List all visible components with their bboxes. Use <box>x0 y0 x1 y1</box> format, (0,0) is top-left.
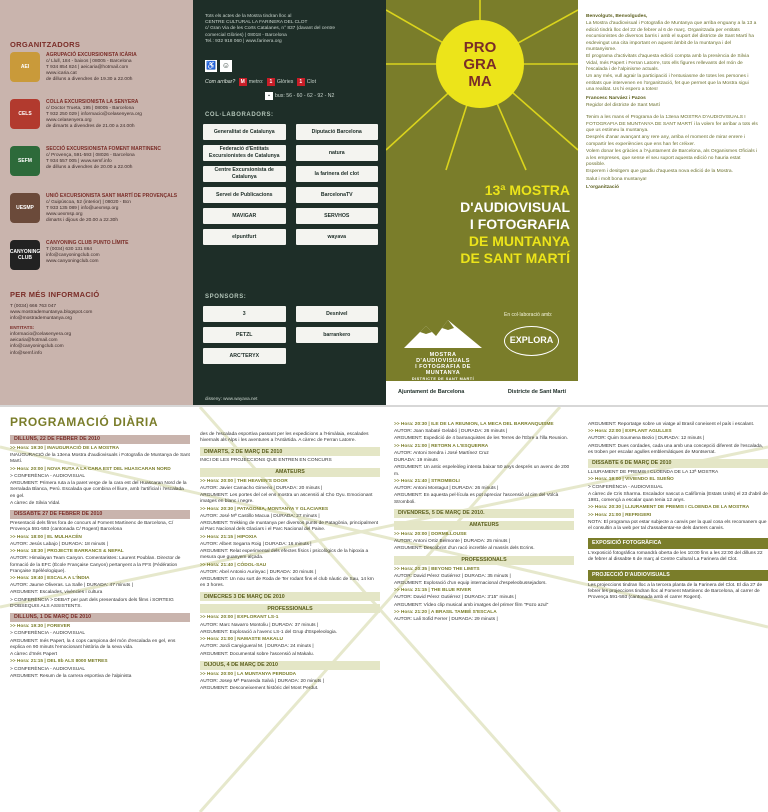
organizer-logo: CELS <box>10 99 40 129</box>
event-text: Presentació dels films fora de concurs al Foment Martinenc de Barcelona, C/ Provença 591-593 (cantonada C/ Rogent) Barcelona <box>10 521 174 533</box>
program-column-4 <box>588 422 768 602</box>
event-title: >> Hora: 19:00 | VIVIENDO EL SUEÑO <box>588 477 674 483</box>
programa-badge <box>436 20 524 108</box>
title-line: I FOTOGRAFIA <box>469 216 570 232</box>
event-title: >> Hora: 20:00 | THE HEAVEN'S DOOR <box>200 478 288 484</box>
sponsor-logo: 3 <box>203 306 286 322</box>
organizers-panel <box>0 0 193 405</box>
event-text: ARGUMENT: Dues cordades, cada una amb una concepció diferent de l'escalada, es troben per escalar agulles emblemàtiques de Montserrat. <box>588 443 764 455</box>
how-to-arrive-label: Com arribar? <box>205 79 236 85</box>
districte-logo: Districte de Sant Martí <box>507 389 566 396</box>
organizer-line: de dimarts a divendres de 21.00 a 24.00h <box>46 124 135 130</box>
metro-icon: M <box>240 79 245 85</box>
collaborator-logo: Servei de Publicacions <box>203 187 286 203</box>
event-text: NOTA: El programa pot estar subjecte a canvis per la qual cosa els recomanem que el consultin a la web per tal d'assabentar-se dels darrers canvis. <box>588 519 767 532</box>
event-text: ARGUMENT: Inés Papert, la 4 cops campiona del món d'escalada en gel, ens explica en 90 minuts l'emocionant història de la seva vida. <box>10 638 176 650</box>
paragraph: La Mostra d'audiovisual i Fotografia de Muntanya que arriba enguany a la 13 a edició tindrà lloc del 22 de febrer al 6 de març. Organitzada per entitats excursionistes de diversos barris i amb el suport del districte de Sant Martí ha esdevingut una cita important en aquest àmbit de la muntanya i del muntanyisme. <box>586 21 757 52</box>
organizer-entry <box>10 193 188 227</box>
day-header: DIVENDRES, 5 DE MARÇ DE 2010. <box>394 509 574 518</box>
event-title: >> Hora: 21:00 | RETORN A L'ESQUERRA <box>394 443 489 449</box>
event-title: >> Hora: 19:40 | ESCALA A L'ÍNDIA <box>10 575 90 581</box>
organizers-title: ORGANITZADORS <box>10 40 81 49</box>
program-column-1 <box>10 432 190 681</box>
venue-info <box>205 14 378 45</box>
organizer-line: de dilluns a divendres de 20.00 a 22.00h <box>46 164 133 170</box>
paragraph: Tenim a les mans el Programa de la 13ena MOSTRA D'AUDIOVISUALS I FOTOGRAFIA DE MUNTANYA DE SANT MARTÍ i la volem fer arribar a tots els que us estimeu la muntanya. <box>586 115 758 133</box>
entitat-email[interactable]: info@semf.info <box>10 350 43 356</box>
category-header: AMATEURS <box>394 521 574 530</box>
organizer-logo: UESMP <box>10 193 40 223</box>
event-text: AUTOR: Lali Sofid Ferrer | DURADA: 29 minuts | <box>394 617 498 623</box>
logo-line: MUNTANYA <box>425 370 461 376</box>
organizer-line: T 934 854 824 | aeicaria@hotmail.com <box>46 64 129 70</box>
organizer-text <box>46 146 188 171</box>
sponsors-panel <box>193 0 386 405</box>
day-header: DIJOUS, 4 DE MARÇ DE 2010 <box>200 661 380 670</box>
venue-line: Tel.: 932 918 060 | www.farinera.org <box>205 38 282 44</box>
bus-icon: ▪ <box>265 92 273 100</box>
event-text: AUTOR: David Pérez Gutiérrez | DURADA: 35 minuts | <box>394 573 511 579</box>
category-header: PROFESSIONALS <box>200 604 380 613</box>
entitat-email[interactable]: aeicaria@hotmail.com <box>10 338 58 344</box>
metro-stop: Glòries <box>276 79 294 85</box>
sponsor-logo: barrankero <box>296 327 379 343</box>
event-text: AUTOR: Joan Sabaté Gelabó | DURADA: 26 minuts | <box>394 429 508 435</box>
organizer-name: AGRUPACIÓ EXCURSIONISTA ICÀRIA <box>46 52 137 58</box>
collaborator-logo: BarcelonaTV <box>296 187 379 203</box>
event-text: des de l'escalada esportiva passant per les expedicions a l'Himàlaia, escalades hivernals als Alps i les aventures a l'Antàrtida. A càrrec de Ferran Latorre. <box>200 432 369 444</box>
event-text: AUTOR: Albert Segarra Roig | DURADA: 16 minuts | <box>200 541 312 547</box>
entitat-email[interactable]: informacio@celasenyera.org <box>10 331 72 337</box>
day-header: DISSABTE 6 DE MARÇ DE 2010 <box>588 459 768 468</box>
event-text: AUTOR: Javier Camacho Gimeno | DURADA: 20 minuts | <box>200 485 323 491</box>
event-text: AUTOR: Antoni Sendra i José Martínez Cruz <box>394 450 489 456</box>
entitats-label: ENTITATS: <box>10 325 35 331</box>
organizer-line: c/ Guipúscoa, 52 (interior) | 08020 - Bcn <box>46 199 131 205</box>
sponsor-logos <box>203 306 378 364</box>
paragraph: El programa d'activitats d'aquesta edició compta amb la presència de Silvia Vidal, Inés Papert i Ferran Latorre, tots ells figures rellevants del món de l'escalada i de l'alpinisme actuals. <box>586 54 750 72</box>
metro-label: metro: <box>248 79 264 85</box>
event-text: AUTOR: Marc Navarro Montoliu | DURADA: 37 minuts | <box>200 622 319 628</box>
day-header: DIMARTS, 2 DE MARÇ DE 2010 <box>200 447 380 456</box>
event-title: >> Hora: 18:00 | EL MULHACÉN <box>10 534 82 540</box>
organizer-line: dimarts i dijous de 20.00 a 22.30h <box>46 218 119 224</box>
program-title: PROGRAMACIÓ DIÀRIA <box>10 415 159 429</box>
organizer-entry <box>10 146 188 180</box>
mostra-logo-text <box>400 352 486 382</box>
event-text: > CONFERÈNCIA - AUDIOVISUAL <box>588 484 664 490</box>
organizer-line: c/ Provença, 591-593 | 08026 - Barcelona <box>46 152 135 158</box>
exhibition-text: L'exposició fotogràfica romandrà oberta de les 10:00 fins a les 22:00 del dilluns 22 de febrer al dissabte 6 de març al Centre Cultural La Farinera del Clot. <box>588 551 763 563</box>
signature-org: L'organització <box>586 185 619 190</box>
event-text: A càrrec de Silvia Vidal. <box>10 500 61 506</box>
organizer-line: www.uexmsp.org <box>46 211 83 217</box>
explora-logo: EXPLORA <box>504 326 559 356</box>
logo-line: DISTRICTE DE SANT MARTÍ <box>411 377 475 381</box>
paragraph: Un any més, vull agrair la participació i l'entusiasme de totes les persones i entitats que intervenen en l'organització, fet que permet que la Mostra sigui una realitat. Us hi espero a totes! <box>586 74 749 93</box>
bus-row <box>263 92 334 100</box>
event-text: > CONFERÈNCIA - AUDIOVISUAL <box>10 666 86 672</box>
organizer-text <box>46 99 188 130</box>
event-text: AUTOR: Jesús Labajo | DURADA: 18 minuts | <box>10 541 108 547</box>
venue-line: c/ Gran Via de les Corts Catalanes, n° 837 (davant del centre <box>205 26 336 32</box>
event-text: ARGUMENT: Reportatge sobre un viatge al Brasil coneixent el país i escalant. <box>588 422 755 427</box>
event-text: DURADA: 19 minuts <box>394 458 438 464</box>
event-title: >> Hora: 20:00 | NOVA RUTA A LA CARA EST DEL HUASCARAN NORD <box>10 466 171 472</box>
info-email[interactable]: info@mostrademuntanya.org <box>10 316 72 322</box>
logo-line: MOSTRA <box>429 352 457 358</box>
event-text: ARGUMENT: Trekking de muntanya per diversos punts de Patagònia, principalment al Parc Nacional dels Glaciars i el Parc Nacional del Paine. <box>200 521 379 533</box>
collaborator-logo: la farinera del clot <box>296 166 379 182</box>
transport-row <box>205 78 316 86</box>
event-title: >> Hora: 20:30 | ILE DE LA REUNION, LA MECA DEL BARRANQUISME <box>394 422 554 427</box>
category-header: PROFESSIONALS <box>394 556 574 565</box>
event-title: >> Hora: 19:30 | INAUGURACIÓ DE LA MOSTRA <box>10 446 120 451</box>
program-column-3 <box>394 422 574 624</box>
projection-header: PROJECCIÓ D'AUDIOVISUALS <box>588 570 768 581</box>
welcome-letter <box>578 0 768 405</box>
event-text: INAUGURACIÓ de la 13ena Mostra d'audiovisuals i Fotografia de Muntanya de Sant Martí. <box>10 453 190 465</box>
event-text: ARGUMENT: Vídeo clip musical amb imatges del primer film "Pozo azul" <box>394 602 549 608</box>
event-text: ARGUMENT: Un antic espeleòleg intenta baixar 50 anys després un avenc de 200 m. <box>394 465 570 477</box>
venue-line: CENTRE CULTURAL LA FARINERA DEL CLOT <box>205 20 308 26</box>
day-header: DIMECRES 3 DE MARÇ DE 2010 <box>200 592 380 601</box>
accessibility-icon: ☺ <box>221 61 231 70</box>
event-title: >> Hora: 20:35 | BEYOND THE LIMITS <box>394 566 480 572</box>
paragraph: Després d'anar avançant any rere any, arriba el moment de mirar enrere i compartir les experiències que ens han fet créixer. <box>586 135 746 147</box>
event-text: A càrrec de Cris Sharma. Escalador nascut a Califòrnia (Estats Units) el 23 d'abril de 1981, començà a escalar quan tenia 12 anys. <box>588 491 768 504</box>
collaborator-logo: Federació d'Entitats Excursionistes de Catalunya <box>203 145 286 161</box>
event-title: >> Hora: 21:15 | THE BLUE RIVER <box>394 588 472 594</box>
organizer-line: T 932 250 029 | informacio@celasenyera.org <box>46 111 142 117</box>
signature-name: Francesc Narváez i Pazos <box>586 95 646 101</box>
event-title: >> Hora: 19:30 | FOREVER <box>10 624 71 630</box>
event-text: AUTOR: Antoni Montagut | DURADA: 26 minuts | <box>394 486 499 492</box>
info-block <box>10 304 185 357</box>
greeting: Benvolguts, Benvolgudes, <box>586 14 648 19</box>
event-title: >> Hora: 21:15 | DEL 8b ALS 8000 METRES <box>10 659 108 665</box>
exhibition-header: EXPOSICIÓ FOTOGRÀFICA <box>588 538 768 549</box>
cover-title <box>396 182 570 267</box>
organizer-line: de dilluns a divendres de 19.30 a 22.00h <box>46 77 133 83</box>
organizer-line: c/ Doctor Trueta, 195 | 08005 - Barcelona <box>46 105 134 111</box>
cover-footer <box>386 381 578 405</box>
organizer-logo: CANYONING CLUB <box>10 240 40 270</box>
bus-lines: 56 - 60 - 62 - 92 - N2 <box>286 93 335 99</box>
event-title: >> Hora: 21:00 | NAMASTE MAKALU <box>200 637 283 643</box>
event-text: AUTOR: David Pérez Gutiérrez | DURADA: 3'15'' minuts | <box>394 595 517 601</box>
signature-role: Regidor del districte de Sant Martí <box>586 102 660 108</box>
event-text: ARGUMENT: Exploració d'un equip internacional d'espeleobussejadors. <box>394 580 547 586</box>
program-column-2 <box>200 432 380 694</box>
wheelchair-icon: ♿ <box>206 61 216 70</box>
organizer-name: SECCIÓ EXCURSIONISTA FOMENT MARTINENC <box>46 146 162 152</box>
organizer-entry <box>10 99 188 133</box>
event-title: >> Hora: 20:30 | LLIURAMENT DE PREMIS I CLOENDA DE LA MOSTRA <box>588 505 750 511</box>
collaborator-logo: elpuntfurt <box>203 229 286 245</box>
metro-line-badge: 1 <box>267 78 275 86</box>
organizer-text <box>46 52 188 83</box>
organizer-text <box>46 240 188 265</box>
organizer-line: www.icaria.cat <box>46 70 77 76</box>
programa-line: GRA <box>463 55 497 73</box>
event-text: ARGUMENT: Les portes del cel ens mostra un ascensió al Cho Oyu. Emocionant imatges en blanc i negre. <box>200 493 373 505</box>
organizer-entry <box>10 240 188 274</box>
sponsor-logo: Desnivel <box>296 306 379 322</box>
tram-stop: Clot <box>306 79 317 85</box>
event-title: >> Hora: 20:00 | EXPLORANT LS-1 <box>200 615 279 621</box>
organizer-line: T (0034) 630 131 864 <box>46 246 93 252</box>
organizer-entry <box>10 52 188 86</box>
event-text: AUTOR: José Mª Castillo Macua | DURADA: 27 minuts | <box>200 513 320 519</box>
event-text: AUTOR: Abel Antonio Aurinyac | DURADA: 20 minuts | <box>200 569 316 575</box>
event-text: ARGUMENT: Relat experimental dels efectes físics i psicològics de la hipoxia a mesura que guanyem alçada. <box>200 549 369 561</box>
event-text: ARGUMENT: Resum de la carrera esportiva de l'alpinista <box>10 673 132 679</box>
organizer-logo: SEFM <box>10 146 40 176</box>
event-text: INICI DE LES PROJECCIONS QUE ENTREN EN CONCURS <box>200 458 332 464</box>
collaborator-logo: natura <box>296 145 379 161</box>
collaborator-logo: wayava <box>296 229 379 245</box>
organizer-name: COLLA EXCURSIONISTA LA SENYERA <box>46 99 139 105</box>
organizer-line: T 933 135 089 | info@uexmsp.org <box>46 205 119 211</box>
collaborator-logos <box>203 124 378 245</box>
event-text: AUTOR: Quim Soumena Bezio | DURADA: 12 minuts | <box>588 436 705 442</box>
event-text: > CONFERÈNCIA - AUDIOVISUAL <box>10 631 86 637</box>
info-link[interactable]: www.mostrademuntanya.blogspot.com <box>10 310 93 316</box>
event-text: > CONFERÈNCIA - AUDIOVISUAL <box>10 473 86 479</box>
programa-line: PRO <box>463 38 497 56</box>
event-text: > CONFERÈNCIA > DEBAT per part dels presentadors dels films i SORTEIG D'OBSEQUIS ALS ASSISTENTS. <box>10 597 174 609</box>
day-header: DILLUNS, 22 DE FEBRER DE 2010 <box>10 435 190 444</box>
projection-text: Les projeccions tindran lloc a la tercera planta de la Farinera del Clot. El dia 27 de febrer les projeccions tindran lloc al Foment Martinenc de Barcelona, al carrer de Provença 591-593 (cantonada amb el carrer Rogent). <box>588 582 763 600</box>
event-text: AUTOR: Jaume Oliveras. La Salle | DURADA: 47 minuts | <box>10 583 133 589</box>
organizer-line: www.canyoningclub.com <box>46 258 99 264</box>
organizer-line: c/ Llull, 184 - baixos | 08005 - Barcelona <box>46 58 132 64</box>
event-text: ARGUMENT: Documental sobre l'ascensió al Makalu. <box>200 651 314 657</box>
paragraph: Esperem i desitgem que gaudiu d'aquesta nova edició de la Mostra. <box>586 169 733 175</box>
organizer-line: www.celasenyera.org <box>46 117 92 123</box>
event-text: ARGUMENT: Un nou surt de Roda de Ter rodant fins el club nàutic de Sau, 14 km en 3 hores. <box>200 576 374 589</box>
collaboration-label: En col·laboració amb: <box>504 312 553 318</box>
organizer-name: UNIÓ EXCURSIONISTA SANT MARTÍ DE PROVENÇALS <box>46 193 178 199</box>
sponsors-title: SPONSORS: <box>205 294 247 300</box>
event-title: >> Hora: 20:00 | DORMILLOUSE <box>394 531 467 537</box>
sponsor-logo: ARC'TERYX <box>203 348 286 364</box>
ajuntament-logo: Ajuntament de Barcelona <box>398 389 465 396</box>
title-line: DE SANT MARTÍ <box>460 250 570 266</box>
collaborator-logo: Diputació Barcelona <box>296 124 379 140</box>
event-title: >> Hora: 20:30 | PATAGONIA, MONTANYA Y GLACIARES <box>200 506 329 512</box>
organizer-line: info@canyoningclub.com <box>46 252 100 258</box>
event-text: ARGUMENT: Escalades, vivències i cultura <box>10 590 103 596</box>
day-header: DILLUNS, 1 DE MARÇ DE 2010 <box>10 613 190 622</box>
organizer-line: T 934 557 005 | www.semf.info <box>46 158 112 164</box>
event-text: AUTOR: Antoni Ortiz Belmonte | DURADA: 25 minuts | <box>394 539 510 545</box>
cover-panel <box>386 0 578 405</box>
title-line: DE MUNTANYA <box>468 233 570 249</box>
category-header: AMATEURS <box>200 468 380 477</box>
event-title: >> Hora: 21:40 | STROMBOLI <box>394 478 460 484</box>
event-title: >> Hora: 21:00 | REFRIGERI <box>588 512 652 518</box>
logo-line: D'AUDIOVISUALS <box>416 358 470 364</box>
event-text: A càrrec d'Inés Papert <box>10 652 58 658</box>
event-title: >> Hora: 21:15 | HIPOXIA <box>200 534 257 540</box>
organizer-name: CANYONING CLUB PUNTO LÍMITE <box>46 240 129 246</box>
info-title: PER MÉS INFORMACIÓ <box>10 290 100 299</box>
paragraph: Volem donar les gràcies a l'Ajuntament de Barcelona, als Organismes Oficials i a les empreses, que sense el seu suport aquesta edició no hauria estat possible. <box>586 149 758 167</box>
access-icons <box>205 60 232 72</box>
day-header: DISSABTE 27 DE FEBRER DE 2010 <box>10 510 190 519</box>
event-text: ARGUMENT: Exploració a l'avenc LS-1 del Grup d'Espeleologia. <box>200 629 338 635</box>
info-line: T (0034) 666 763 047 <box>10 304 57 309</box>
venue-line: Tots els actes de la Mostra tindran lloc al <box>205 14 292 19</box>
event-text: ARGUMENT: En aquesta pel·lícula es pot apreciar l'ascensió al cim del Volcà Stromboli. <box>394 493 559 505</box>
collaborator-logo: Centre Excursionista de Catalunya <box>203 166 286 182</box>
event-text: AUTOR: Josep Mª Parareda Salvà | DURADA: 20 minuts | <box>200 679 324 685</box>
organizer-text <box>46 193 188 224</box>
organizer-logo: AEI <box>10 52 40 82</box>
collaborator-logo: SERVHOS <box>296 208 379 224</box>
event-text: ARGUMENT: Expedició de 4 barranquistes de les Terres de l'Ebre a l'illa Reunion. <box>394 436 568 442</box>
sponsor-logo: PETZL <box>203 327 286 343</box>
venue-line: comercial Glòries) | 08018 - Barcelona <box>205 32 287 38</box>
event-text: ARGUMENT: Descobrint d'un racó increïble al massís dels Ecrins. <box>394 546 535 552</box>
event-title: >> Hora: 22:00 | EXPLANT AGULLES <box>588 429 672 435</box>
bus-label: bus: <box>275 93 285 99</box>
event-text: AUTOR: Jordi Canyigueral M. | DURADA: 24 minuts | <box>200 644 314 650</box>
collaborators-title: COL·LABORADORS: <box>205 112 274 118</box>
event-text: ARGUMENT: Primera ruta a la paret verge de la cara est del Huascaran Nord de la Serralada Blanca, Perú. Escalada que combina el lliure, amb l'artificial i l'escalada en gel. <box>10 481 187 499</box>
collaborator-logo: MAVIGAR <box>203 208 286 224</box>
event-title: >> Hora: 20:00 | LA MUNTANYA PERDUDA <box>200 671 297 677</box>
title-line: D'AUDIOVISUAL <box>460 199 570 215</box>
programa-line: MA <box>468 72 492 90</box>
collaborator-logo: Generalitat de Catalunya <box>203 124 286 140</box>
entitat-email[interactable]: info@canyoningclub.com <box>10 344 64 350</box>
event-title: >> Hora: 21:20 | A BRASIL TAMBÉ S'ESCALA <box>394 609 497 615</box>
event-text: LLIURAMENT DE PREMIS I CLOENDA DE LA 13ª MOSTRA <box>588 470 719 476</box>
design-credit: disseny: www.wayava.net <box>205 396 258 401</box>
paragraph: Salut i molt bona muntanya! <box>586 176 647 182</box>
event-text: ARGUMENT: Desconeixement històric del Mont Perdut. <box>200 686 319 692</box>
event-title: >> Hora: 18:30 | PROJECTE BARRANCS & NEPAL <box>10 549 124 555</box>
title-line: 13ª MOSTRA <box>484 182 570 198</box>
tram-line-badge: 1 <box>297 78 305 86</box>
event-title: >> Hora: 21:40 | CÓDOL-SAU <box>200 562 267 568</box>
event-text: AUTOR: Himalayan Team Canyon. Comentaristes: Laurent Poublan. Director de formació de la EFC (École Française Canyon) pertanyent a la FFS (Fédération Française Spéléologique). <box>10 556 181 574</box>
logo-line: I FOTOGRAFIA DE <box>415 364 471 370</box>
